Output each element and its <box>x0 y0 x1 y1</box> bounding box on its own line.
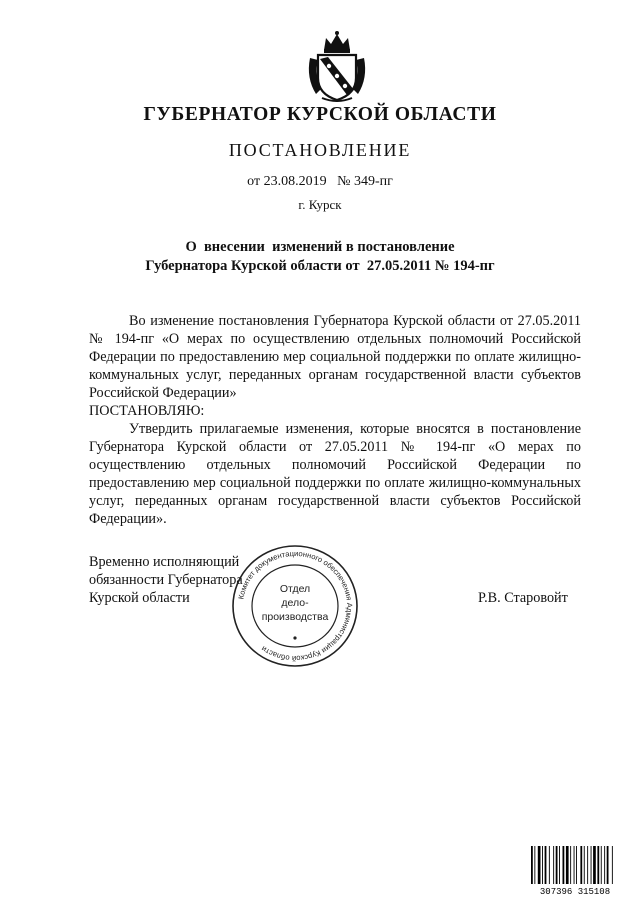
document-subject <box>0 238 640 276</box>
barcode-bar <box>570 846 571 884</box>
coat-of-arms-icon <box>302 28 372 102</box>
barcode-bar <box>576 846 577 884</box>
barcode-bar <box>531 846 533 884</box>
barcode-bar <box>556 846 558 884</box>
issuing-authority: ГУБЕРНАТОР КУРСКОЙ ОБЛАСТИ <box>143 104 497 125</box>
barcode-bar <box>593 846 596 884</box>
stamp-ring-text: Комитет документационного обеспечения Администрации Курской области <box>236 548 355 664</box>
barcode-bar <box>542 846 543 884</box>
office-stamp <box>230 543 360 669</box>
barcode-bar <box>566 846 569 884</box>
barcode-bar <box>553 846 554 884</box>
signatory-name: Р.В. Старовойт <box>478 590 568 606</box>
stamp-center-line-2: дело- <box>281 597 309 609</box>
barcode-bar <box>563 846 565 884</box>
barcode-bar <box>538 846 541 884</box>
barcode-bar <box>597 846 599 884</box>
subject-line-2: Губернатора Курской области от 27.05.2011 № 194-пг <box>145 258 495 274</box>
barcode-bar <box>601 846 602 884</box>
signatory-title-line-2: обязанности Губернатора <box>89 572 243 588</box>
barcode-bar <box>584 846 585 884</box>
barcode-icon <box>530 846 620 896</box>
signatory-title-line-1: Временно исполняющий <box>89 554 240 570</box>
barcode-bar <box>591 846 592 884</box>
barcode-bar <box>604 846 605 884</box>
document-type: ПОСТАНОВЛЕНИЕ <box>228 140 412 160</box>
date-line-text: от 23.08.2019 № 349-пг <box>247 174 393 189</box>
barcode-bar <box>545 846 547 884</box>
stamp-center-line-3: производства <box>261 611 329 623</box>
barcode-bar <box>607 846 609 884</box>
barcode-number: 307396 315108 <box>539 887 611 896</box>
barcode-bar <box>612 846 613 884</box>
signatory-title-line-3: Курской области <box>89 590 190 606</box>
barcode-bar <box>574 846 575 884</box>
subject-line-1: О внесении изменений в постановление <box>185 239 455 255</box>
barcode-bar <box>559 846 560 884</box>
document-date-number <box>0 174 640 190</box>
barcode-bar <box>534 846 535 884</box>
barcode-bar <box>587 846 588 884</box>
document-city: г. Курск <box>298 197 342 212</box>
resolution-paragraph: Утвердить прилагаемые изменения, которые вносятся в постановление Губернатора Курской области от 27.05.2011 № 194-пг «О мерах по осуществлению отдельных полномочий Российской Федерации по предоставлению мер социальной поддержки по оплате жилищно-коммунальных услуг, переданных органам государственной власти субъектов Российской Федерации». <box>89 421 581 527</box>
barcode-bar <box>549 846 550 884</box>
barcode-bar <box>580 846 582 884</box>
preamble-paragraph: Во изменение постановления Губернатора Курской области от 27.05.2011 № 194-пг «О мерах по осуществлению отдельных полномочий Российской Федерации по предоставлению мер социальной поддержки по оплате жилищно-коммунальных услуг, переданных органам государственной власти субъектов Российской Федерации» <box>89 313 581 401</box>
resolve-keyword: ПОСТАНОВЛЯЮ: <box>89 403 205 419</box>
stamp-center-line-1: Отдел <box>279 583 311 595</box>
